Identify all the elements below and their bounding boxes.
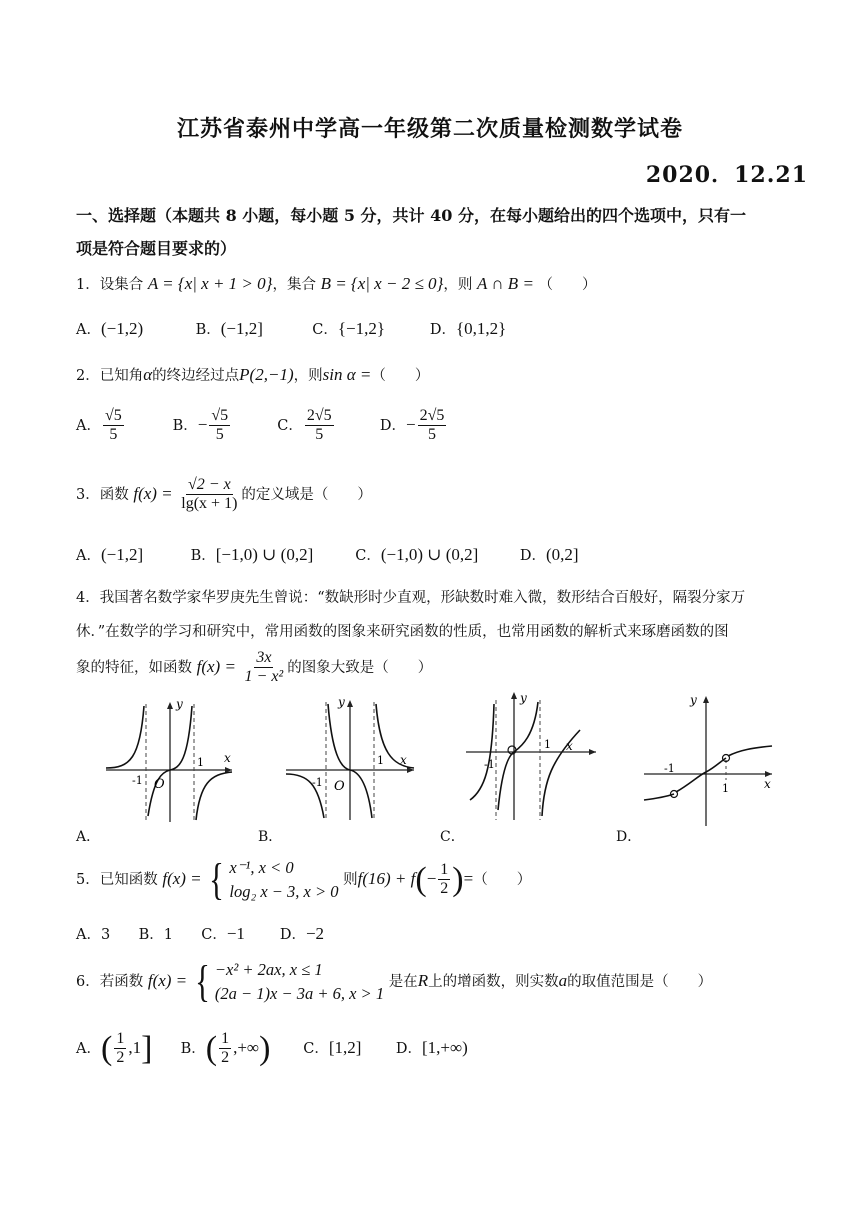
q5-option-a: A．3 [76, 927, 111, 943]
q4-graph-d [640, 692, 780, 832]
svg-text:x: x [400, 753, 407, 767]
q4-graph-a [100, 698, 240, 828]
q2-option-c: C． $\frac{2√5}{5}$ [277, 407, 332, 444]
q1-text-3: ，则 [443, 277, 473, 293]
q2-point: P(2,−1) [239, 365, 294, 384]
q4-line-2: 休．”在数学的学习和研究中，常用函数的图象来研究函数的性质，也常用函数的解析式来琢磨函数的图 [76, 624, 729, 640]
q2-text-2: 的终边经过点 [152, 368, 240, 384]
q5-answer-blank: （ ） [473, 871, 532, 888]
q4-line-1: 4．我国著名数学家华罗庚先生曾说：“数缺形时少直观，形缺数时难入微，数形结合百般好，隔裂分家万 [76, 590, 746, 606]
q5-lhs: f(x) = [162, 868, 202, 888]
q4-option-a: A． [76, 829, 101, 845]
q6-r: R [417, 970, 429, 990]
q3-options [76, 544, 579, 565]
svg-text:1: 1 [377, 754, 384, 767]
svg-text:y: y [338, 696, 345, 709]
section-heading-line2: 项是符合题目要求的） [76, 239, 237, 258]
q2-number: 2． [76, 368, 100, 384]
q6-option-a: A．( $\frac{1}{2}$ ,1] [76, 1029, 153, 1067]
q3-option-c: C．(−1,0) ∪ (0,2] [355, 545, 479, 564]
q1-text-2: ，集合 [272, 277, 316, 293]
section-heading-line1: 一、选择题（本题共 8 小题，每小题 5 分，共计 40 分，在每小题给出的四个选项中，只有一 [76, 206, 746, 225]
svg-text:1: 1 [544, 738, 551, 751]
q1-number: 1． [76, 277, 100, 293]
q6-options [76, 1030, 468, 1068]
q6-option-b: B．( $\frac{1}{2}$ ,+∞) [180, 1029, 271, 1067]
q4-graph-c [462, 690, 602, 826]
q3-answer-blank: （ ） [313, 486, 372, 503]
q3-text-2: 的定义域是 [241, 486, 314, 503]
q5-piecewise: { x⁻¹, x < 0 log₂ x − 3, x > 0 [209, 854, 339, 904]
q4-graph-b [282, 696, 422, 826]
q1-option-a: A．(−1,2) [76, 319, 144, 338]
q3-option-d: D．(0,2] [519, 545, 579, 564]
q5-text-2: 则 [343, 871, 358, 888]
q4-option-d: D． [616, 829, 642, 845]
q4-fraction: $\frac{3x}{\text{1 − x²}}$ [244, 649, 284, 686]
svg-text:-1: -1 [484, 758, 495, 771]
svg-text:x: x [224, 751, 231, 765]
q3-number: 3． [76, 486, 100, 503]
q5-text-1: 已知函数 [99, 871, 158, 888]
q4-line-3: 象的特征，如函数 f(x) = $\frac{3x}{\text{1 − x²}}$ 的图象大致是（ ） [76, 649, 433, 686]
q5-expression: f(16) + f [357, 868, 416, 888]
q4-option-b: B． [258, 829, 283, 845]
q2-expression: sin α = [322, 365, 372, 384]
svg-text:1: 1 [197, 756, 204, 769]
q1-set-a: A = {x| x + 1 > 0} [147, 274, 273, 293]
q1-set-b: B = {x| x − 2 ≤ 0} [320, 274, 444, 293]
q1-option-b: B．(−1,2] [195, 319, 263, 338]
q6-text-3: 上的增函数，则实数 [428, 973, 559, 990]
q6-number: 6． [76, 973, 100, 990]
q6-text-1: 若函数 [99, 973, 144, 990]
question-6 [76, 958, 712, 1006]
q2-options [76, 407, 448, 445]
question-5: 5．已知函数 f(x) = { x⁻¹, x < 0 log₂ x − 3, x > 0 则f(16) + f(− $\frac{1}{2}$ )=（ ） [76, 854, 532, 904]
svg-text:O: O [334, 779, 345, 794]
q2-text-3: ，则 [293, 368, 323, 384]
svg-text:x: x [764, 777, 771, 791]
q2-text-1: 已知角 [99, 368, 144, 384]
svg-text:y: y [520, 691, 527, 705]
svg-text:O: O [154, 777, 165, 792]
q3-fraction: $\frac{√2 - x}{\lg(x + 1)}$ [181, 476, 238, 513]
svg-text:y: y [176, 698, 183, 711]
q2-answer-blank: （ ） [371, 368, 430, 384]
exam-date: 2020．12.21 [645, 162, 808, 188]
svg-text:1: 1 [722, 782, 729, 795]
q2-option-d: D．− $\frac{2√5}{5}$ [379, 407, 445, 444]
q1-text-1: 设集合 [99, 277, 144, 293]
q4-option-c: C． [440, 829, 465, 845]
q3-text-1: 函数 [99, 486, 129, 503]
q2-option-b: B．− $\frac{√5}{5}$ [172, 407, 229, 444]
q5-options [76, 923, 324, 944]
q1-option-d: D．{0,1,2} [429, 319, 507, 338]
svg-text:-1: -1 [664, 762, 675, 775]
q5-option-b: B．1 [138, 927, 173, 943]
question-2 [76, 364, 429, 385]
q6-option-d: D．[1,+∞) [395, 1037, 468, 1057]
svg-text:x: x [566, 739, 573, 753]
q2-option-a: A． $\frac{√5}{5}$ [76, 407, 122, 444]
q1-options [76, 318, 506, 339]
svg-text:-1: -1 [132, 774, 143, 787]
q1-expression: A ∩ B = [476, 274, 534, 293]
q6-answer-blank: （ ） [654, 973, 713, 990]
exam-title: 江苏省泰州中学高一年级第二次质量检测数学试卷 [176, 116, 683, 142]
q5-option-d: D．−2 [279, 924, 325, 943]
q1-answer-blank: （ ） [538, 277, 597, 293]
q3-lhs: f(x) = [133, 483, 173, 503]
q3-option-a: A．(−1,2] [76, 545, 144, 564]
q6-option-c: C．[1,2] [303, 1037, 362, 1057]
q3-option-b: B．[−1,0) ∪ (0,2] [190, 545, 314, 564]
svg-text:-1: -1 [312, 776, 323, 789]
svg-text:y: y [690, 693, 697, 707]
q5-option-c: C．−1 [201, 924, 245, 943]
q6-a: a [558, 970, 568, 990]
q1-option-c: C．{−1,2} [312, 319, 385, 338]
q2-alpha: α [143, 365, 153, 384]
q5-number: 5． [76, 871, 100, 888]
q6-piecewise: { −x² + 2ax, x ≤ 1 (2a − 1)x − 3a + 6, x > 1 [194, 956, 385, 1006]
question-3 [76, 476, 372, 514]
q6-text-4: 的取值范围是 [567, 973, 655, 990]
q6-text-2: 是在 [388, 973, 418, 990]
question-1 [76, 273, 597, 294]
q6-lhs: f(x) = [147, 970, 188, 990]
